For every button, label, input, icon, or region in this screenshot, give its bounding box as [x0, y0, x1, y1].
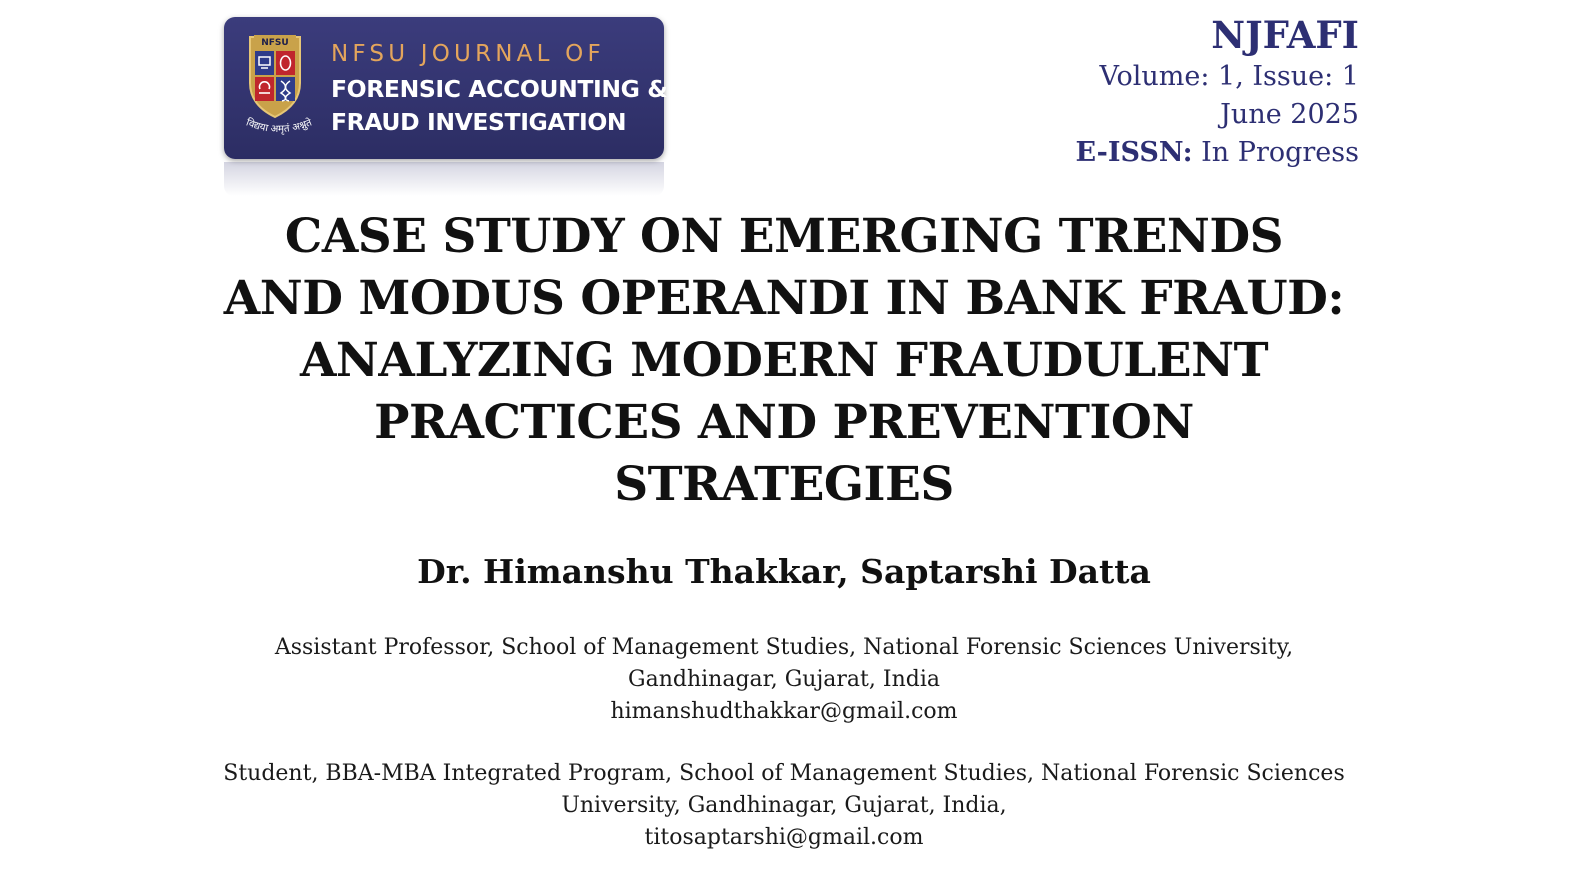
- affiliation-line: Gandhinagar, Gujarat, India: [628, 667, 940, 692]
- affiliation-line: University, Gandhinagar, Gujarat, India,: [561, 793, 1007, 818]
- affiliation-1: [40, 632, 1528, 728]
- author-email[interactable]: himanshudthakkar@gmail.com: [610, 699, 958, 724]
- banner-line-forensic-accounting: FORENSIC ACCOUNTING &: [331, 75, 668, 103]
- banner-line-fraud-investigation: FRAUD INVESTIGATION: [331, 108, 627, 136]
- author-list: Dr. Himanshu Thakkar, Saptarshi Datta: [417, 552, 1151, 591]
- journal-abbreviation: NJFAFI: [1211, 13, 1359, 57]
- nfsu-emblem-icon: [246, 31, 304, 121]
- affiliation-2: [40, 758, 1528, 854]
- issn-label: E-ISSN:: [1075, 137, 1193, 168]
- paper-title: [60, 206, 1508, 516]
- author-email[interactable]: titosaptarshi@gmail.com: [644, 825, 924, 850]
- motto-text: विद्यया अमृतं अश्नुते: [244, 117, 314, 136]
- journal-meta: [1076, 12, 1359, 172]
- affiliation-line: Student, BBA-MBA Integrated Program, School of Management Studies, National Forensic Sciences: [223, 761, 1345, 786]
- affiliation-line: Assistant Professor, School of Management Studies, National Forensic Sciences University,: [274, 635, 1294, 660]
- banner-reflection: [224, 162, 664, 196]
- title-line: CASE STUDY ON EMERGING TRENDS: [284, 209, 1284, 264]
- title-line: ANALYZING MODERN FRAUDULENT: [299, 333, 1269, 388]
- issn-line: [1076, 134, 1359, 172]
- title-line: PRACTICES AND PREVENTION: [374, 395, 1194, 450]
- title-line: STRATEGIES: [614, 457, 954, 512]
- volume-issue: Volume: 1, Issue: 1: [1099, 61, 1359, 92]
- issn-value: In Progress: [1192, 137, 1359, 168]
- banner-line-journal-of: NFSU JOURNAL OF: [331, 41, 605, 67]
- title-line: AND MODUS OPERANDI IN BANK FRAUD:: [223, 271, 1345, 326]
- emblem-text: NFSU: [261, 38, 289, 48]
- svg-text:विद्यया अमृतं अश्नुते: [244, 116, 313, 135]
- motto-ribbon: [230, 115, 328, 141]
- journal-banner-logo: [224, 17, 668, 159]
- issue-date: June 2025: [1220, 99, 1359, 130]
